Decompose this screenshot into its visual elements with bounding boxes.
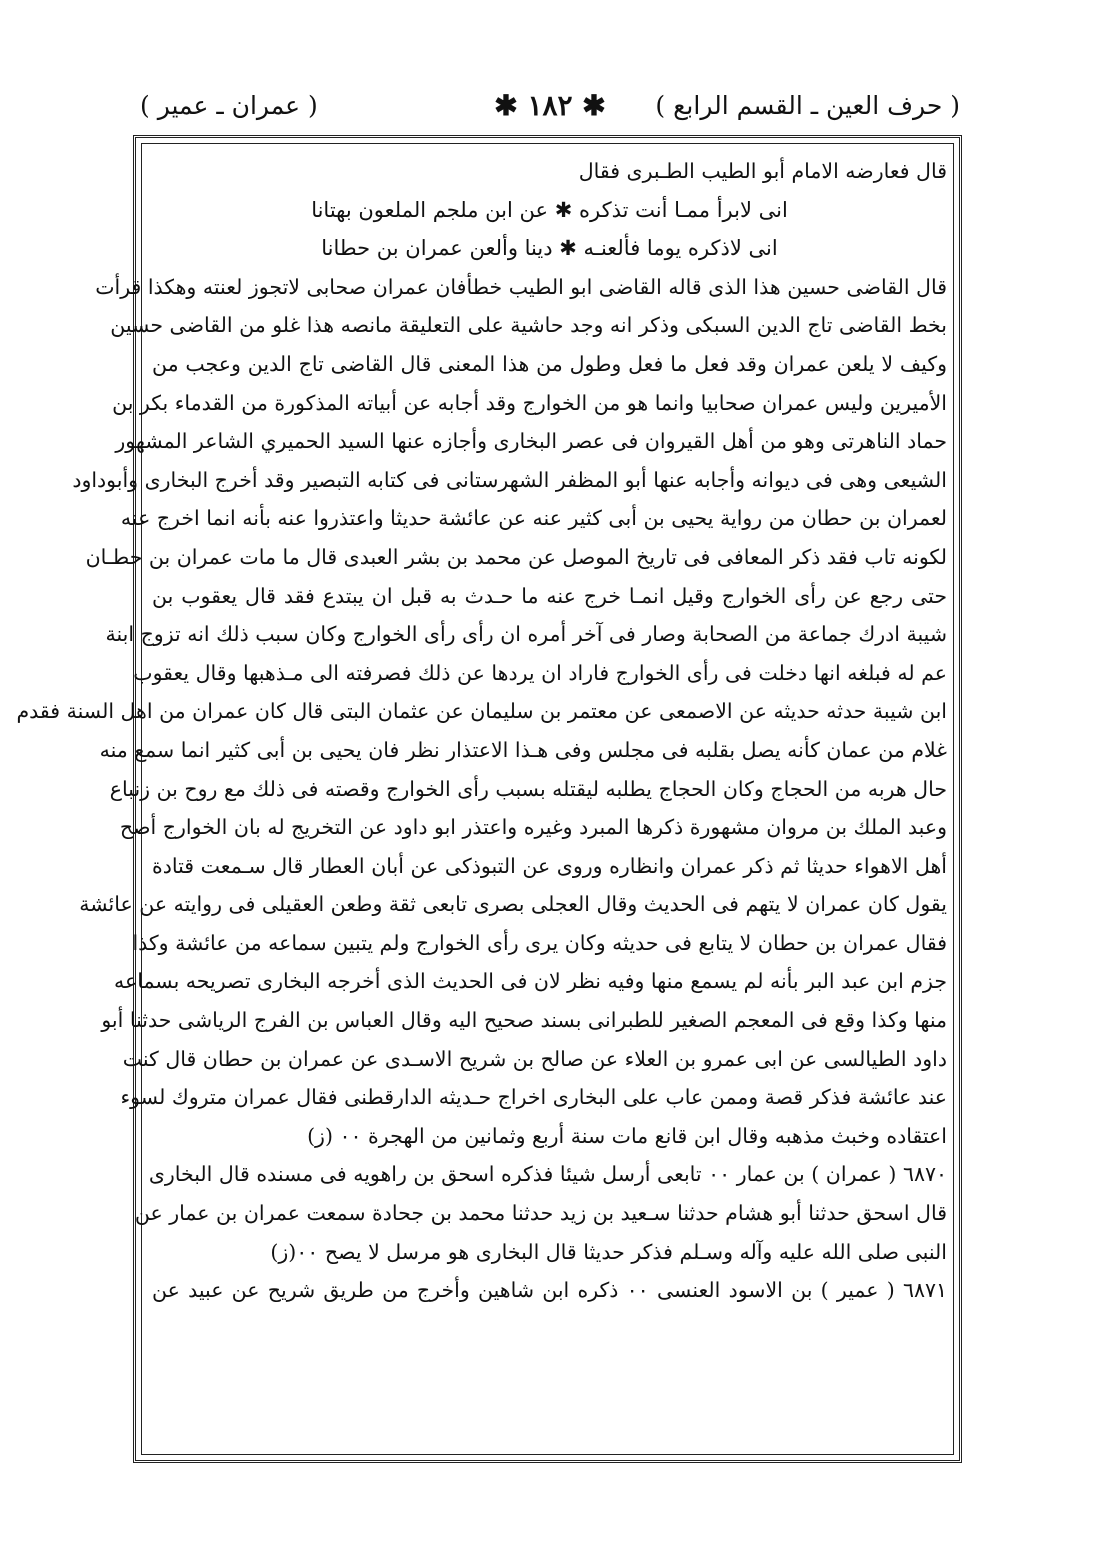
text-line: وكيف لا يلعن عمران وقد فعل ما فعل وطول من هذا المعنى قال القاضى تاج الدين وعجب من bbox=[152, 351, 947, 376]
page-number: ✱ ١٨٢ ✱ bbox=[494, 89, 606, 122]
text-line: منها وكذا وقع فى المعجم الصغير للطبرانى بسند صحيح اليه وقال العباس بن الفرج الرياشى حدثنا أبو bbox=[101, 1008, 947, 1033]
entry-6871-line: ٦٨٧١ ( عمير ) بن الاسود العنسى ٠٠ ذكره ابن شاهين وأخرج من طريق شريح عن عبيد عن bbox=[152, 1278, 947, 1303]
page-body bbox=[16, 152, 947, 1310]
text-line: اعتقاده وخبث مذهبه وقال ابن قانع مات سنة أربع وثمانين من الهجرة ٠٠ (ز) bbox=[307, 1123, 947, 1148]
text-line: قال فعارضه الامام أبو الطيب الطـبرى فقال bbox=[578, 159, 947, 183]
text-line: داود الطيالسى عن ابى عمرو بن العلاء عن صالح بن شريح الاسـدى عن عمران بن حطان قال كنت bbox=[122, 1046, 947, 1071]
text-line: قال اسحق حدثنا أبو هشام حدثنا سـعيد بن زيد حدثنا محمد بن جحادة سمعت عمران بن عمار عن bbox=[134, 1201, 947, 1226]
text-line: الأميرين وليس عمران صحابيا وانما هو من الخوارج وقد أجابه عن أبياته المذكورة من القدماء بكر بن bbox=[112, 390, 947, 415]
page-header bbox=[140, 86, 960, 126]
text-line: أهل الاهواء حديثا ثم ذكر عمران وانظاره وروى عن التبوذكى عن أبان العطار قال سـمعت قتادة bbox=[152, 853, 947, 878]
text-line: لكونه تاب فقد ذكر المعافى فى تاريخ الموصل عن محمد بن بشر العبدى قال ما مات عمران بن حطـان bbox=[85, 544, 947, 569]
text-line: وعبد الملك بن مروان مشهورة ذكرها المبرد وغيره واعتذر ابو داود عن التخريج له بان الخوارج أصح bbox=[119, 815, 947, 840]
entry-6870-line: ٦٨٧٠ ( عمران ) بن عمار ٠٠ تابعى أرسل شيئا فذكره اسحق بن راهويه فى مسنده قال البخارى bbox=[148, 1162, 947, 1187]
text-line: حماد الناهرتى وهو من أهل القيروان فى عصر البخارى وأجازه عنها السيد الحميري الشاعر المشهور bbox=[115, 429, 947, 454]
text-line: عم له فبلغه انها دخلت فى رأى الخوارج فاراد ان يردها عن ذلك فصرفته الى مـذهبها وقال يعقوب bbox=[133, 660, 947, 685]
text-line: قال القاضى حسين هذا الذى قاله القاضى ابو الطيب خطأفان عمران صحابى لاتجوز لعنته وهكذا قرأت bbox=[95, 274, 947, 299]
text-line: عند عائشة فذكر قصة وممن عاب على البخارى اخراج حـديثه الدارقطنى فقال عمران متروك لسوء bbox=[120, 1085, 947, 1110]
text-line: فقال عمران بن حطان لا يتابع فى حديثه وكان يرى رأى الخوارج ولم يتبين سماعه من عائشة وكذا bbox=[132, 930, 947, 955]
text-line: النبى صلى الله عليه وآله وسـلم فذكر حديثا قال البخارى هو مرسل لا يصح ٠٠(ز) bbox=[270, 1239, 947, 1264]
text-line: حال هربه من الحجاج وكان الحجاج يطلبه ليقتله بسبب رأى الخوارج وقصته فى ذلك مع روح بن زنباع bbox=[109, 776, 947, 801]
poem-verse: انى لاذكره يوما فألعنـه ✱ دينا وألعن عمران بن حطانا bbox=[321, 236, 778, 261]
text-line: شيبة ادرك جماعة من الصحابة وصار فى آخر أمره ان رأى رأى الخوارج وكان سبب ذلك انه تزوج ابنة bbox=[105, 622, 947, 647]
header-chapter-title: ( حرف العين ـ القسم الرابع ) bbox=[655, 91, 960, 120]
text-line: بخط القاضى تاج الدين السبكى وذكر انه وجد حاشية على التعليقة مانصه هذا غلو من القاضى حسين bbox=[110, 313, 947, 338]
text-line: الشيعى وهى فى ديوانه وأجابه عنها أبو المظفر الشهرستانى فى كتابه التبصير وقد أخرج البخارى وأبوداود bbox=[72, 467, 947, 492]
text-line: ابن شيبة حدثه حديثه عن الاصمعى عن معتمر بن سليمان عن عثمان البتى قال كان عمران من اهل السنة فقدم bbox=[16, 699, 947, 724]
text-line: لعمران بن حطان من رواية يحيى بن أبى كثير عنه عن عائشة حديثا واعتذروا عنه بأنه انما اخرج عنه bbox=[120, 506, 947, 531]
header-entry-range: ( عمران ـ عمير ) bbox=[140, 91, 318, 120]
text-line: حتى رجع عن رأى الخوارج وقيل انمـا خرج عنه ما حـدث به قبل ان يبتدع فقد قال يعقوب بن bbox=[152, 583, 947, 608]
text-line: جزم ابن عبد البر بأنه لم يسمع منها وفيه نظر لان فى الحديث الذى أخرجه البخارى تصريحه بسماعه bbox=[113, 969, 947, 994]
text-frame bbox=[16, 135, 962, 1463]
text-line: يقول كان عمران لا يتهم فى الحديث وقال العجلى بصرى تابعى ثقة وطعن العقيلى فى روايته عن عائشة bbox=[79, 892, 947, 917]
text-line: غلام من عمان كأنه يصل بقلبه فى مجلس وفى هـذا الاعتذار نظر فان يحيى بن أبى كثير انما سمع منه bbox=[99, 737, 947, 762]
poem-verse: انى لابرأ ممـا أنت تذكره ✱ عن ابن ملجم الملعون بهتانا bbox=[311, 197, 788, 222]
